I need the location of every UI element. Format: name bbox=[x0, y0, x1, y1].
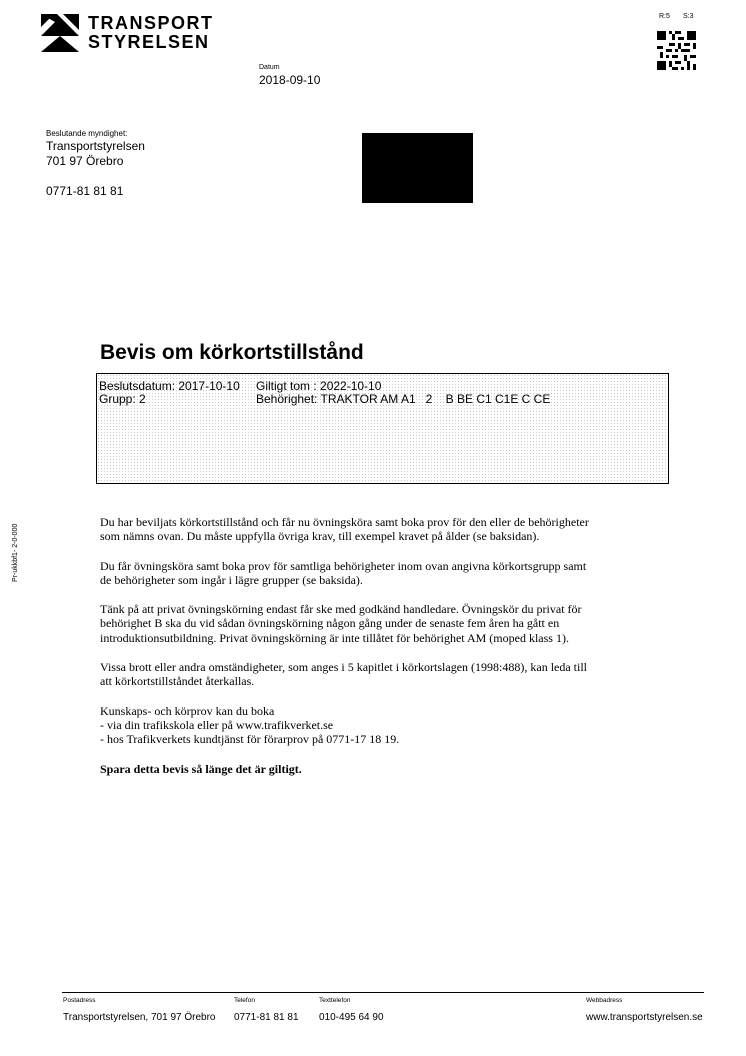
footer-postal-value: Transportstyrelsen, 701 97 Örebro bbox=[63, 1012, 216, 1023]
body-paragraph-4: Vissa brott eller andra omständigheter, som anges i 5 kapitlet i körkortslagen (1998:488), kan leda till att körkortstillståndet återkallas. bbox=[100, 660, 588, 689]
authority-phone: 0771-81 81 81 bbox=[46, 184, 124, 198]
body-paragraph-1: Du har beviljats körkortstillstånd och får nu övningsköra samt boka prov för den eller de behörigheter som nämns ovan. Du måste uppfylla övriga krav, till exempel kravet på ålder (se baksidan). bbox=[100, 515, 589, 544]
footer-text-phone-label: Texttelefon bbox=[319, 997, 351, 1004]
r-code: R:5 bbox=[659, 13, 670, 20]
logo-line-1: TRANSPORT bbox=[88, 13, 214, 33]
authority-block bbox=[46, 129, 145, 199]
logo-wordmark bbox=[88, 14, 214, 52]
date-value: 2018-09-10 bbox=[259, 73, 321, 87]
footer-postal-label: Postadress bbox=[63, 997, 96, 1004]
permit-group: Grupp: 2 bbox=[99, 392, 146, 406]
side-form-code: Pr-ukkbf1- 2-0-000 bbox=[12, 523, 19, 582]
booking-item-1: - via din trafikskola eller på www.trafikverket.se bbox=[100, 717, 334, 732]
logo-line-2: STYRELSEN bbox=[88, 32, 210, 52]
permit-authorization: Behörighet: TRAKTOR AM A1 2 B BE C1 C1E C CE bbox=[256, 392, 551, 406]
footer-web-value[interactable]: www.transportstyrelsen.se bbox=[586, 1012, 703, 1023]
footer-divider bbox=[62, 992, 704, 993]
permit-info-box bbox=[96, 373, 669, 484]
authority-address: 701 97 Örebro bbox=[46, 154, 124, 168]
date-label: Datum bbox=[259, 64, 280, 71]
booking-item-2: - hos Trafikverkets kundtjänst för förarprov på 0771-17 18 19. bbox=[100, 732, 400, 747]
authority-name: Transportstyrelsen bbox=[46, 139, 145, 153]
body-paragraph-5 bbox=[100, 704, 600, 747]
page-title: Bevis om körkortstillstånd bbox=[100, 341, 364, 364]
keep-certificate-note: Spara detta bevis så länge det är giltigt. bbox=[100, 761, 302, 776]
body-text bbox=[100, 515, 600, 791]
footer-phone-label: Telefon bbox=[234, 997, 255, 1004]
s-code: S:3 bbox=[683, 13, 694, 20]
body-paragraph-3: Tänk på att privat övningskörning endast får ske med godkänd handledare. Övningskör du privat för behörighet B ska du vid sådan övningskörning någon gång under de senaste fem åren ha gått en introduktionsutbildning. Privat övningskörning är inte tillåtet för behörighet AM (moped klass 1). bbox=[100, 602, 582, 645]
transportstyrelsen-logo-icon bbox=[41, 14, 79, 52]
body-paragraph-2: Du får övningsköra samt boka prov för samtliga behörigheter inom ovan angivna körkortsgrupp samt de behörigheter som ingår i lägre grupper (se baksida). bbox=[100, 558, 587, 587]
authority-label: Beslutande myndighet: bbox=[46, 129, 128, 138]
footer-text-phone-value: 010-495 64 90 bbox=[319, 1012, 384, 1023]
qr-code-icon bbox=[657, 31, 696, 70]
footer-phone-value: 0771-81 81 81 bbox=[234, 1012, 299, 1023]
redacted-address-block bbox=[362, 133, 473, 203]
valid-until: Giltigt tom : 2022-10-10 bbox=[256, 379, 382, 393]
footer-web-label: Webbadress bbox=[586, 997, 623, 1004]
booking-intro: Kunskaps- och körprov kan du boka bbox=[100, 703, 275, 718]
decision-date: Beslutsdatum: 2017-10-10 bbox=[99, 379, 240, 393]
